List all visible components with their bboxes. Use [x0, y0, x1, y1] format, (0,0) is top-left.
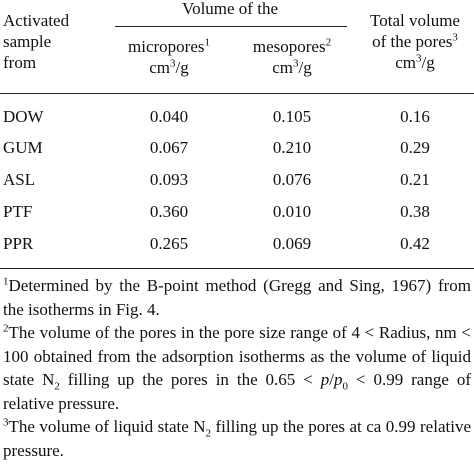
table-row — [0, 167, 474, 193]
cell-total: 0.38 — [400, 202, 430, 221]
header-volume-group: Volume of the — [181, 0, 278, 18]
footnote-2-p0: p — [334, 370, 343, 389]
header-mesopores-label: mesopores — [252, 37, 326, 56]
header-sample-line-1: Activated — [3, 11, 70, 30]
header-total-volume — [356, 10, 474, 73]
cell-mesopores: 0.105 — [272, 107, 312, 126]
footnotes — [3, 274, 471, 462]
table-row — [0, 231, 474, 257]
table-row — [0, 104, 474, 130]
cell-mesopores: 0.076 — [272, 170, 312, 189]
footnote-1-text: Determined by the B-point method (Gregg and Sing, 1967) from the isotherms in Fig. 4. — [3, 276, 471, 319]
cell-sample: GUM — [3, 138, 43, 157]
header-group-rule — [115, 26, 347, 27]
footnote-2-mark: 2 — [3, 322, 9, 335]
cell-micropores: 0.265 — [149, 234, 189, 253]
footnote-2-text-c: < 0.99 range of relative pressure. — [3, 370, 471, 413]
footnote-2-text-b: filling up the pores in the 0.65 < — [59, 370, 321, 389]
footnote-1 — [3, 274, 471, 321]
cell-sample: ASL — [3, 170, 36, 189]
footnote-3-subscript: 2 — [205, 427, 212, 440]
header-mesopores-ref: 2 — [325, 36, 332, 49]
footnote-3-text-b: filling up the pores at ca 0.99 relative pressure. — [3, 417, 471, 460]
cell-total: 0.21 — [400, 170, 430, 189]
header-micropores-ref: 1 — [204, 36, 210, 49]
header-micropores — [108, 36, 230, 78]
header-bottom-rule — [0, 93, 474, 94]
footnote-3-text-a: The volume of liquid state N — [8, 417, 206, 436]
cell-total: 0.16 — [400, 107, 430, 126]
header-total-line-1: Total volume — [370, 11, 460, 30]
cell-sample: PTF — [3, 202, 33, 221]
footnote-2-p0-subscript: 0 — [342, 380, 348, 393]
table-row — [0, 199, 474, 225]
header-micropores-label: micropores — [128, 37, 205, 56]
cell-mesopores: 0.069 — [272, 234, 312, 253]
footnote-2 — [3, 321, 471, 415]
header-micropores-unit: $cm^3/g$ — [149, 57, 189, 77]
cell-mesopores: 0.210 — [272, 138, 312, 157]
footnote-3 — [3, 415, 471, 462]
footnote-2-subscript: 2 — [54, 380, 60, 393]
table-bottom-rule — [0, 268, 474, 269]
cell-micropores: 0.360 — [149, 202, 189, 221]
cell-total: 0.29 — [400, 138, 430, 157]
footnote-2-slash: / — [329, 370, 334, 389]
cell-total: 0.42 — [400, 234, 430, 253]
cell-sample: PPR — [3, 234, 34, 253]
footnote-2-text-a: The volume of the pores in the pore size range of 4 < Radius, nm < 100 obtained from the adsorption isotherms as the volume of liquid state N — [3, 323, 471, 389]
footnote-2-p: p — [320, 370, 330, 389]
header-total-unit: $cm^3/g$ — [395, 52, 435, 72]
header-sample-line-2: sample — [3, 32, 52, 51]
footnote-3-mark: 3 — [3, 416, 9, 429]
cell-micropores: 0.093 — [149, 170, 189, 189]
table-row — [0, 135, 474, 161]
cell-micropores: 0.040 — [149, 107, 189, 126]
header-total-line-2: of the pores — [372, 32, 453, 51]
header-sample-line-3: from — [3, 53, 37, 72]
header-sample-column — [3, 10, 103, 73]
header-mesopores — [230, 36, 354, 78]
footnote-1-mark: 1 — [3, 275, 9, 288]
header-total-ref: 3 — [452, 31, 458, 44]
cell-sample: DOW — [3, 107, 44, 126]
cell-mesopores: 0.010 — [272, 202, 312, 221]
cell-micropores: 0.067 — [149, 138, 189, 157]
header-mesopores-unit: $cm^3/g$ — [272, 57, 312, 77]
